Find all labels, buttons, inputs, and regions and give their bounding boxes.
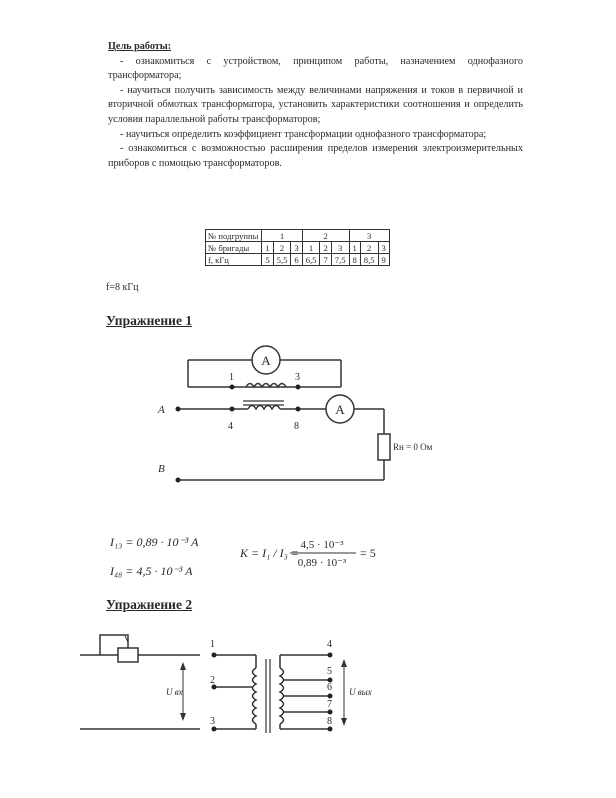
- frequency-cell: 5: [262, 254, 273, 266]
- group-cell: 2: [302, 230, 349, 242]
- brigade-cell: 1: [262, 242, 273, 254]
- terminal-label: 4: [228, 421, 233, 432]
- frequency-note: f=8 кГц: [106, 282, 139, 293]
- primary-label: 2: [210, 675, 215, 686]
- formula-k-denominator: 0,89 · 10⁻³: [297, 557, 347, 569]
- brigade-cell: 2: [320, 242, 331, 254]
- terminal-label: 8: [294, 421, 299, 432]
- brigade-cell: 3: [378, 242, 389, 254]
- formula-k-lhs: K = I₁ / I₃ =: [240, 546, 299, 560]
- input-label-a: A: [158, 404, 165, 416]
- u-out-label: U вых: [349, 687, 372, 697]
- exercise1-circuit: [178, 360, 384, 480]
- goal-item-3: - научиться определить коэффициент трансформации однофазного трансформатора;: [120, 128, 487, 140]
- exercise1-terminals: [176, 385, 301, 483]
- brigade-cell: 3: [331, 242, 349, 254]
- brigade-cell: 3: [291, 242, 302, 254]
- secondary-label: 4: [327, 639, 332, 650]
- frequency-cell: 8,5: [360, 254, 378, 266]
- ammeter-bottom-label: A: [335, 402, 345, 417]
- primary-label: 1: [210, 639, 215, 650]
- frequency-cell: 7,5: [331, 254, 349, 266]
- resistor-label: Rн = 0 Ом: [393, 442, 433, 452]
- group-cell: 3: [349, 230, 389, 242]
- ammeter-top-label: A: [261, 353, 271, 368]
- frequency-cell: 8: [349, 254, 360, 266]
- frequency-cell: 6: [291, 254, 302, 266]
- exercise2-terminals: [212, 653, 333, 732]
- exercise1-title: Упражнение 1: [106, 313, 193, 328]
- formula-i48: I₄₈ = 4,5 · 10⁻³ A: [110, 564, 193, 578]
- formula-k-numerator: 4,5 · 10⁻³: [300, 539, 344, 551]
- formula-k-result: = 5: [360, 546, 376, 560]
- input-label-b: B: [158, 463, 165, 475]
- secondary-label: 8: [327, 716, 332, 727]
- frequency-cell: 9: [378, 254, 389, 266]
- brigade-cell: 1: [302, 242, 320, 254]
- row-label-brigade: № бригады: [206, 242, 262, 254]
- frequency-cell: 6,5: [302, 254, 320, 266]
- secondary-label: 7: [327, 699, 332, 710]
- u-in-label: U вх: [166, 687, 183, 697]
- load-resistor: [378, 434, 390, 460]
- frequency-cell: 7: [320, 254, 331, 266]
- terminal-label: 3: [295, 372, 300, 383]
- goals-heading: Цель работы:: [108, 41, 172, 52]
- goal-item-4: - ознакомиться с возможностью расширения пределов измерения электроизмерительных приборов с помощью трансформаторов.: [108, 143, 523, 169]
- ammeter-top: [252, 346, 280, 374]
- group-cell: 1: [262, 230, 302, 242]
- secondary-label: 5: [327, 666, 332, 677]
- terminal-label: 1: [229, 372, 234, 383]
- goal-item-2: - научиться получить зависимость между величинами напряжения и токов в первичной и вторичной обмотках трансформатора, установить характеристики соотношения и определить условия параллельной работы трансформаторов;: [108, 84, 523, 125]
- brigade-cell: 1: [349, 242, 360, 254]
- formula-i13: I₁₃ = 0,89 · 10⁻³ A: [110, 535, 199, 549]
- row-label-frequency: f, кГц: [206, 254, 262, 266]
- primary-label: 3: [210, 716, 215, 727]
- exercise2-title: Упражнение 2: [106, 597, 193, 612]
- goal-item-1: - ознакомиться с устройством, принципом работы, назначением однофазного трансформатора;: [108, 55, 523, 82]
- ammeter-bottom: [326, 395, 354, 423]
- brigade-cell: 2: [360, 242, 378, 254]
- row-label-group: № подгруппы: [206, 230, 262, 242]
- frequency-cell: 5,5: [273, 254, 291, 266]
- secondary-label: 6: [327, 682, 332, 693]
- brigade-cell: 2: [273, 242, 291, 254]
